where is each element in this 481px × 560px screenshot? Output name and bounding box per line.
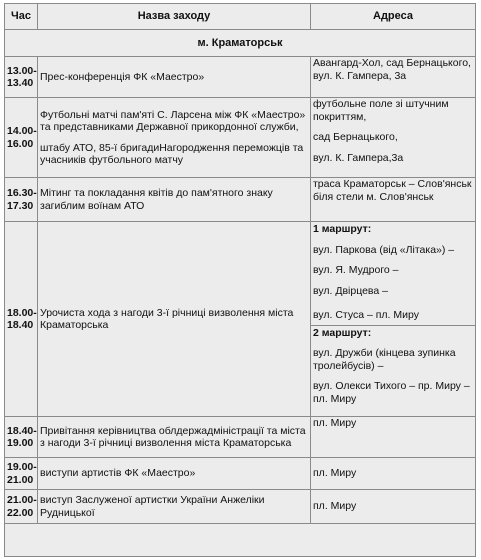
event-text: Прес-конференція ФК «Маестро» xyxy=(40,70,205,83)
time-end: 18.40 xyxy=(7,319,34,331)
spacer xyxy=(313,236,473,244)
table-row xyxy=(5,178,476,222)
address-cell xyxy=(311,417,476,458)
time-cell xyxy=(5,458,38,490)
time-start: 13.00- xyxy=(7,64,37,77)
address-text: вул. К. Гампера,3а xyxy=(313,151,404,164)
route-line: вул. Двірцева – xyxy=(313,284,388,297)
spacer xyxy=(313,372,473,380)
event-cell xyxy=(38,57,311,98)
route-line: вул. Паркова (від «Літака») – xyxy=(313,243,455,256)
address-text: пл. Миру xyxy=(313,467,357,480)
time-end: 21.00 xyxy=(7,473,34,486)
address-text: пл. Миру xyxy=(313,500,357,513)
event-cell xyxy=(38,417,311,458)
address-cell xyxy=(311,458,476,490)
address-cell xyxy=(311,57,476,98)
address-cell xyxy=(311,490,476,524)
time-start: 21.00- xyxy=(7,494,37,506)
route-title: 2 маршрут: xyxy=(313,326,372,339)
event-cell xyxy=(38,490,311,524)
table-row xyxy=(5,98,476,178)
table-row xyxy=(5,458,476,490)
address-cell xyxy=(311,98,476,178)
time-cell xyxy=(5,490,38,524)
time-start: 14.00- xyxy=(7,125,37,137)
route-line: вул. Олекси Тихого – пр. Миру – пл. Миру xyxy=(313,380,470,405)
event-text: Футбольні матчі пам'яті С. Ларсена між ФК «Маестро» та представниками Державної прикордонної служби, xyxy=(40,108,306,133)
route-title: 1 маршрут: xyxy=(313,223,372,235)
event-text: Урочиста хода з нагоди 3-ї річниці визволення міста Краматорська xyxy=(40,306,294,331)
route-line: вул. Я. Мудрого – xyxy=(313,264,399,276)
time-cell xyxy=(5,57,38,98)
spacer xyxy=(313,297,473,309)
route-2 xyxy=(311,326,475,409)
spacer xyxy=(313,256,473,264)
header-address: Адреса xyxy=(311,4,476,30)
time-start: 19.00- xyxy=(7,461,37,473)
time-start: 18.00- xyxy=(7,306,37,319)
spacer xyxy=(313,339,473,347)
address-text: траса Краматорськ – Слов'янськ біля стели м. Слов'янськ xyxy=(313,178,472,203)
event-cell xyxy=(38,178,311,222)
header-time: Час xyxy=(5,4,38,30)
time-cell xyxy=(5,178,38,222)
address-text: пл. Миру xyxy=(313,417,357,429)
address-cell xyxy=(311,222,476,417)
events-schedule-table xyxy=(4,3,476,524)
time-end: 16.00 xyxy=(7,137,34,150)
city-heading: м. Краматорськ xyxy=(5,30,476,57)
event-cell xyxy=(38,222,311,417)
event-cell xyxy=(38,458,311,490)
route-line: вул. Дружби (кінцева зупинка тролейбусів) – xyxy=(313,347,456,372)
spacer xyxy=(313,144,473,152)
time-cell xyxy=(5,222,38,417)
event-text: штабу АТО, 85-ї бригадиНагородження переможців та учасників футбольного матчу xyxy=(40,141,304,166)
address-text: сад Бернацького, xyxy=(313,131,398,143)
time-end: 13.40 xyxy=(7,77,34,89)
route-1 xyxy=(311,222,475,326)
table-row xyxy=(5,222,476,417)
event-text: виступ Заслуженої артистки України Анжеліки Рудницької xyxy=(40,494,265,519)
event-text: Привітання керівництва облдержадміністрації та міста з нагоди 3-ї річниці визволення міста Краматорська xyxy=(40,424,306,449)
route-line: вул. Стуса – пл. Миру xyxy=(313,309,419,321)
time-start: 18.40- xyxy=(7,424,37,437)
time-end: 17.30 xyxy=(7,199,34,212)
address-cell xyxy=(311,178,476,222)
header-event: Назва заходу xyxy=(38,4,311,30)
table-row xyxy=(5,417,476,458)
event-text: виступи артистів ФК «Маестро» xyxy=(40,467,196,480)
spacer xyxy=(313,123,473,131)
address-text: Авангард-Хол, сад Бернацького, вул. К. Гампера, 3а xyxy=(313,57,471,82)
time-end: 22.00 xyxy=(7,506,34,519)
spacer xyxy=(40,134,308,142)
city-row xyxy=(5,30,476,57)
time-start: 16.30- xyxy=(7,187,37,199)
time-cell xyxy=(5,98,38,178)
event-text: Мітинг та покладання квітів до пам'ятного знаку загиблим воїнам АТО xyxy=(40,187,273,212)
table-row xyxy=(5,57,476,98)
time-end: 19.00 xyxy=(7,437,34,449)
table-row xyxy=(5,490,476,524)
table-header-row xyxy=(5,4,476,30)
address-text: футбольне поле зі штучним покриттям, xyxy=(313,98,449,123)
time-cell xyxy=(5,417,38,458)
spacer xyxy=(313,277,473,285)
event-cell xyxy=(38,98,311,178)
